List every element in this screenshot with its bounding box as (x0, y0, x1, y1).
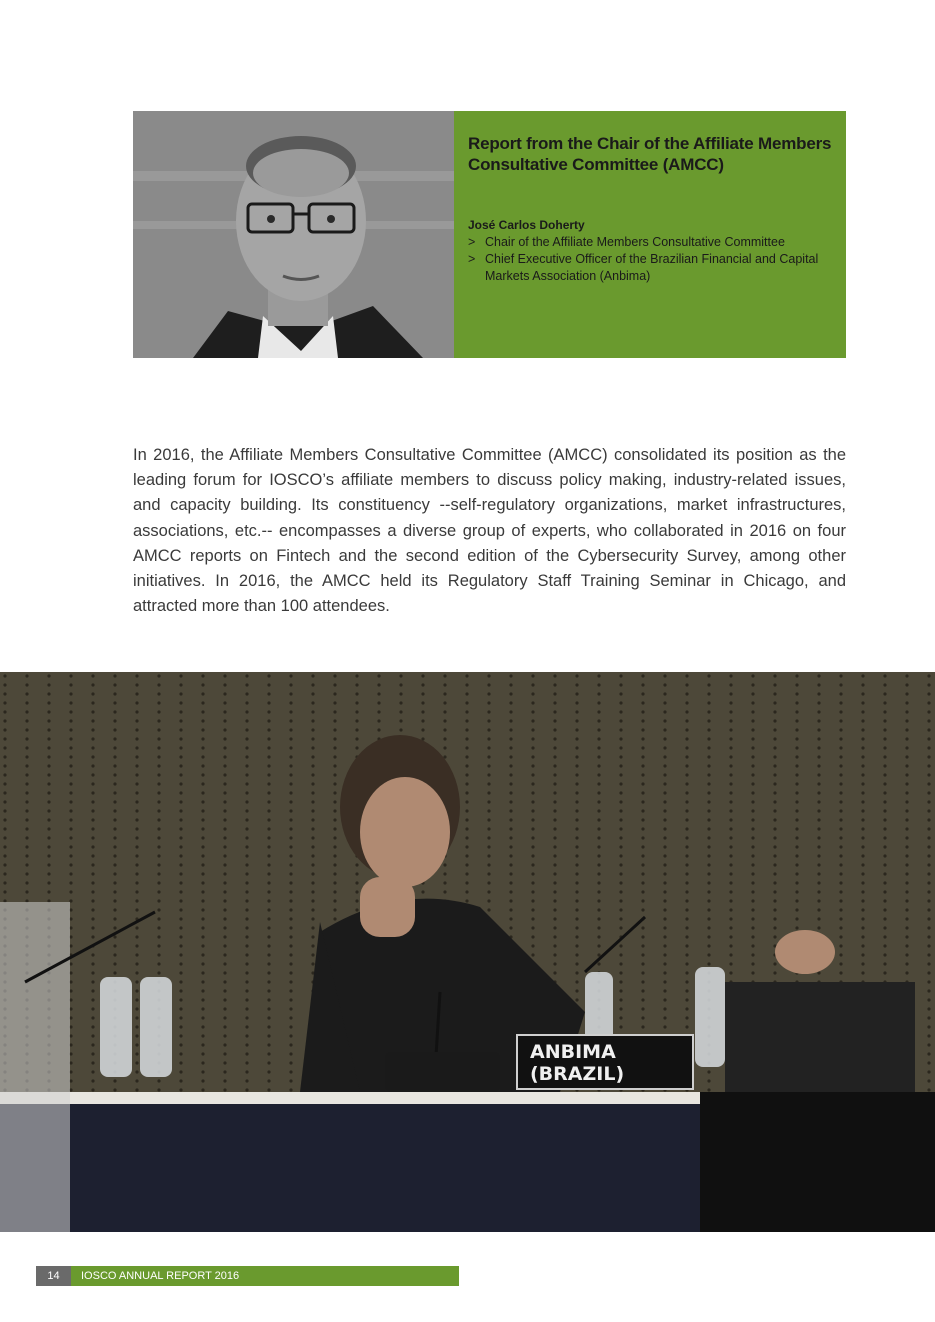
role-list (468, 234, 832, 285)
footer-report-title: IOSCO ANNUAL REPORT 2016 (71, 1266, 459, 1286)
role-item: > Chair of the Affiliate Members Consultative Committee (468, 235, 785, 249)
intro-paragraph: In 2016, the Affiliate Members Consultative Committee (AMCC) consolidated its position as the leading forum for IOSCO’s affiliate members to discuss policy making, industry-related issues, and capacity building. Its constituency --self-regulatory organizations, market infrastructures, associations, etc.-- encompasses a diverse group of experts, who collaborated in 2016 on four AMCC reports on Fintech and the second edition of the Cybersecurity Survey, among other initiatives. In 2016, the AMCC held its Regulatory Staff Training Seminar in Chicago, and attracted more than 100 attendees. (133, 446, 846, 616)
name-card-line1: ANBIMA (530, 1041, 616, 1063)
chair-name: José Carlos Doherty (468, 218, 585, 232)
header-info-panel (454, 111, 846, 358)
report-title: Report from the Chair of the Affiliate Members Consultative Committee (AMCC) (468, 134, 832, 174)
report-header (133, 111, 846, 358)
bullet-marker: > (468, 252, 476, 266)
anbima-name-card (516, 1034, 694, 1090)
role-item: > Chief Executive Officer of the Brazilian Financial and Capital Markets Association (Anbima) (468, 252, 819, 283)
seminar-photo (0, 672, 935, 1232)
page-footer (36, 1266, 459, 1286)
bullet-marker: > (468, 235, 476, 249)
page-number: 14 (36, 1266, 71, 1286)
name-card-line2: (BRAZIL) (530, 1063, 625, 1085)
chair-portrait (133, 111, 454, 358)
